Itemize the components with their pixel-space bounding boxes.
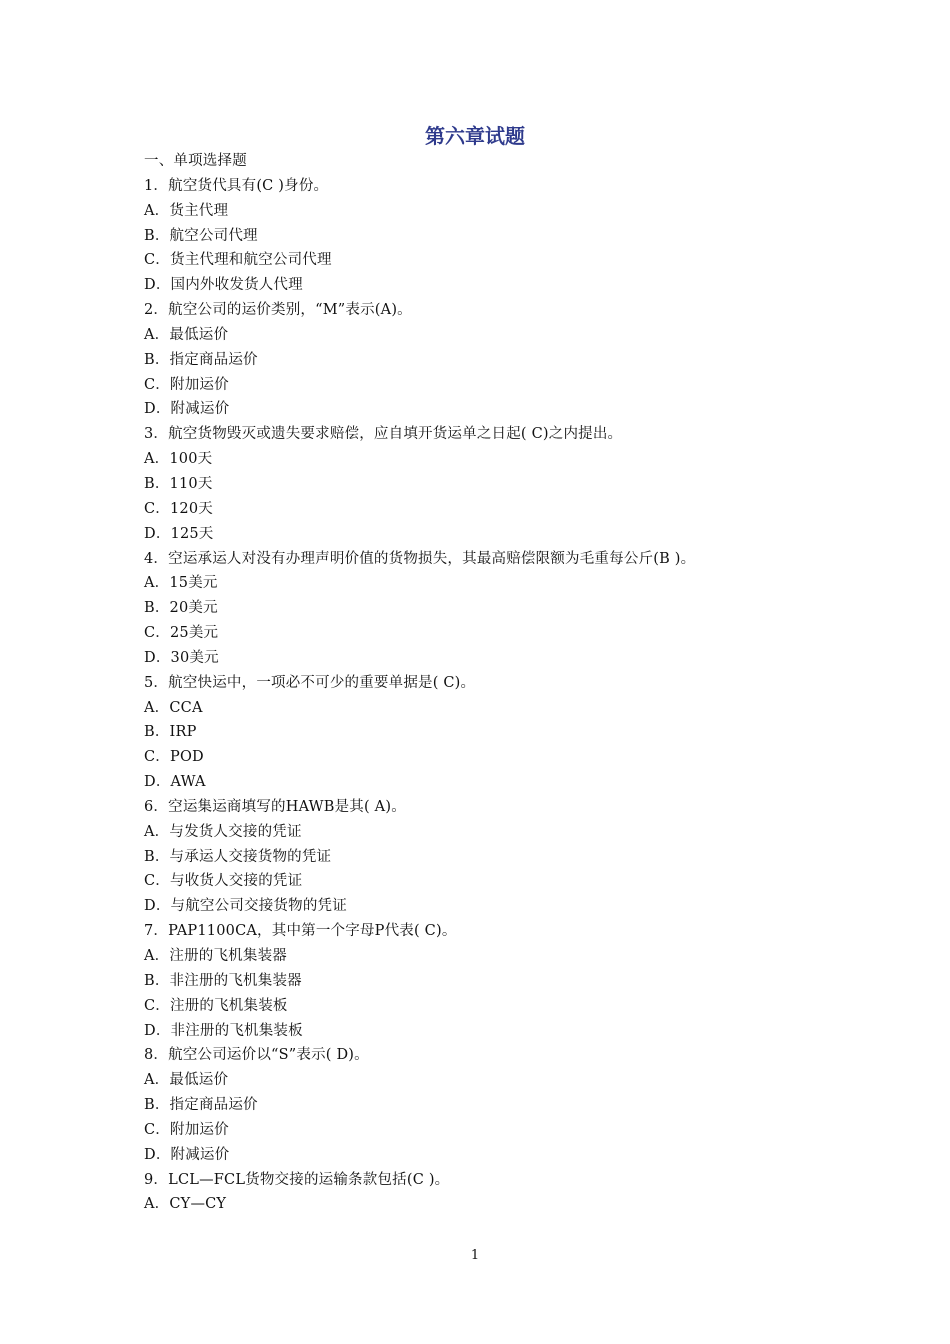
question-5-option-a: A．CCA xyxy=(144,699,203,716)
question-7-option-b: B．非注册的飞机集装器 xyxy=(144,972,302,989)
question-6-option-d: D．与航空公司交接货物的凭证 xyxy=(144,898,347,915)
question-4-option-d: D．30美元 xyxy=(144,649,219,666)
question-4-option-c: C．25美元 xyxy=(144,625,219,642)
question-3-option-b: B．110天 xyxy=(144,475,213,492)
question-6-option-a: A．与发货人交接的凭证 xyxy=(144,823,302,840)
question-3-option-d: D．125天 xyxy=(144,525,214,542)
question-1-option-d: D．国内外收发货人代理 xyxy=(144,277,303,294)
question-4-option-b: B．20美元 xyxy=(144,600,218,617)
question-3-option-c: C．120天 xyxy=(144,500,213,517)
question-5-option-d: D．AWA xyxy=(144,774,206,791)
question-1: 1．航空货代具有(C )身份。 xyxy=(144,177,329,194)
section-heading: 一、单项选择题 xyxy=(144,153,247,169)
question-list xyxy=(144,149,824,1217)
page-title: 第六章试题 xyxy=(425,124,525,148)
question-2-option-d: D．附减运价 xyxy=(144,401,230,418)
question-3-option-a: A．100天 xyxy=(144,451,213,468)
question-4-option-a: A．15美元 xyxy=(144,575,218,592)
question-4: 4．空运承运人对没有办理声明价值的货物损失，其最高赔偿限额为毛重每公斤(B )。 xyxy=(144,550,696,567)
question-8: 8．航空公司运价以“S”表示( D)。 xyxy=(144,1047,369,1064)
question-1-option-c: C．货主代理和航空公司代理 xyxy=(144,252,332,269)
question-3: 3．航空货物毁灭或遗失要求赔偿，应自填开货运单之日起( C)之内提出。 xyxy=(144,426,623,443)
question-5: 5．航空快运中，一项必不可少的重要单据是( C)。 xyxy=(144,674,476,691)
question-6-option-c: C．与收货人交接的凭证 xyxy=(144,873,303,890)
question-1-option-b: B．航空公司代理 xyxy=(144,227,258,244)
question-1-option-a: A．货主代理 xyxy=(144,202,229,219)
question-6: 6．空运集运商填写的HAWB是其( A)。 xyxy=(144,798,406,815)
page-number: 1 xyxy=(470,1248,480,1263)
question-6-option-b: B．与承运人交接货物的凭证 xyxy=(144,848,332,865)
question-8-option-c: C．附加运价 xyxy=(144,1121,229,1138)
question-7-option-a: A．注册的飞机集装器 xyxy=(144,948,287,964)
question-5-option-b: B．IRP xyxy=(144,724,197,741)
question-9-option-a: A．CY—CY xyxy=(144,1196,227,1213)
question-2-option-a: A．最低运价 xyxy=(144,326,229,343)
question-2-option-b: B．指定商品运价 xyxy=(144,351,258,368)
question-2: 2．航空公司的运价类别，“M”表示(A)。 xyxy=(144,302,412,319)
question-8-option-d: D．附减运价 xyxy=(144,1146,230,1163)
question-7-option-d: D．非注册的飞机集装板 xyxy=(144,1022,303,1039)
question-2-option-c: C．附加运价 xyxy=(144,376,229,393)
question-7-option-c: C．注册的飞机集装板 xyxy=(144,997,288,1014)
question-8-option-b: B．指定商品运价 xyxy=(144,1097,258,1114)
question-8-option-a: A．最低运价 xyxy=(144,1072,229,1089)
question-7: 7．PAP1100CA，其中第一个字母P代表( C)。 xyxy=(144,923,457,940)
question-5-option-c: C．POD xyxy=(144,749,204,766)
question-9: 9．LCL—FCL货物交接的运输条款包括(C )。 xyxy=(144,1171,450,1188)
